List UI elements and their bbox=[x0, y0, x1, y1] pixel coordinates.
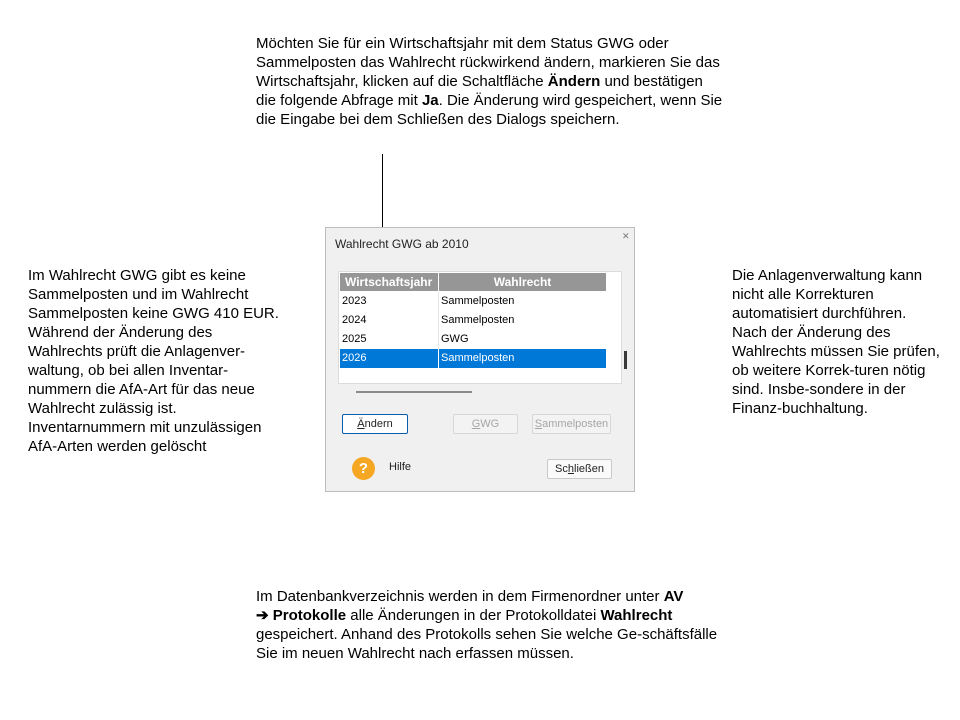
dialog-title: Wahlrecht GWG ab 2010 bbox=[335, 237, 469, 251]
table-row[interactable] bbox=[340, 330, 606, 349]
vertical-scrollbar-thumb[interactable] bbox=[624, 351, 627, 369]
cell-year: 2023 bbox=[340, 292, 439, 311]
gwg-button[interactable]: GWG bbox=[453, 414, 518, 434]
top-callout-text: Möchten Sie für ein Wirtschaftsjahr mit dem Status GWG oder Sammelposten das Wahlrecht rückwirkend ändern, markieren Sie das Wirtschaftsjahr, klicken auf die Schaltfläche Ändern und bestätigen die folgende Abfrage mit Ja. Die Änderung wird gespeichert, wenn Sie die Eingabe bei dem Schließen des Dialogs speichern. bbox=[256, 35, 723, 128]
help-label[interactable]: Hilfe bbox=[389, 461, 412, 473]
cell-option: Sammelposten bbox=[441, 352, 515, 364]
cell-year: 2025 bbox=[340, 330, 439, 349]
table-row[interactable] bbox=[340, 292, 606, 311]
close-icon[interactable]: ✕ bbox=[622, 231, 630, 241]
aendern-button[interactable]: Ändern bbox=[342, 414, 408, 434]
schliessen-button[interactable]: Schließen bbox=[547, 459, 612, 479]
left-callout-text: Im Wahlrecht GWG gibt es keine Sammelposten und im Wahlrecht Sammelposten keine GWG 410 EUR. Während der Änderung des Wahlrechts prüft die Anlagenver-waltung, ob bei allen Inventar-nummern die AfA-Art für das neue Wahlrecht zulässig ist. Inventarnummern mit unzulässigen AfA-Arten werden gelöscht bbox=[28, 267, 279, 455]
table-row[interactable] bbox=[340, 311, 606, 330]
bottom-callout-text: Im Datenbankverzeichnis werden in dem Firmenordner unter AV ➔ Protokolle alle Änderungen in der Protokolldatei Wahlrecht gespeichert. Anhand des Protokolls sehen Sie welche Ge-schäftsfälle Sie im neuen Wahlrecht nach erfassen müssen. bbox=[256, 588, 718, 662]
cell-option: Sammelposten bbox=[441, 295, 515, 307]
table-header bbox=[340, 273, 606, 291]
column-header-wahlrecht[interactable]: Wahlrecht bbox=[439, 273, 606, 291]
cell-year: 2024 bbox=[340, 311, 439, 330]
cell-option: Sammelposten bbox=[441, 314, 515, 326]
fiscal-year-table bbox=[338, 271, 622, 384]
horizontal-scrollbar-thumb[interactable] bbox=[356, 391, 472, 393]
help-icon[interactable]: ? bbox=[352, 457, 375, 480]
cell-option: GWG bbox=[441, 333, 469, 345]
wahlrecht-dialog bbox=[325, 227, 635, 492]
cell-year: 2026 bbox=[340, 349, 439, 368]
table-row-selected[interactable] bbox=[340, 349, 606, 368]
column-header-wirtschaftsjahr[interactable]: Wirtschaftsjahr bbox=[340, 273, 439, 291]
sammelposten-button[interactable]: Sammelposten bbox=[532, 414, 611, 434]
right-callout-text: Die Anlagenverwaltung kann nicht alle Korrekturen automatisiert durchführen. Nach der Änderung des Wahlrechts müssen Sie prüfen, ob weitere Korrek-turen nötig sind. Insbe-sondere in der Finanz-buchhaltung. bbox=[732, 267, 940, 417]
